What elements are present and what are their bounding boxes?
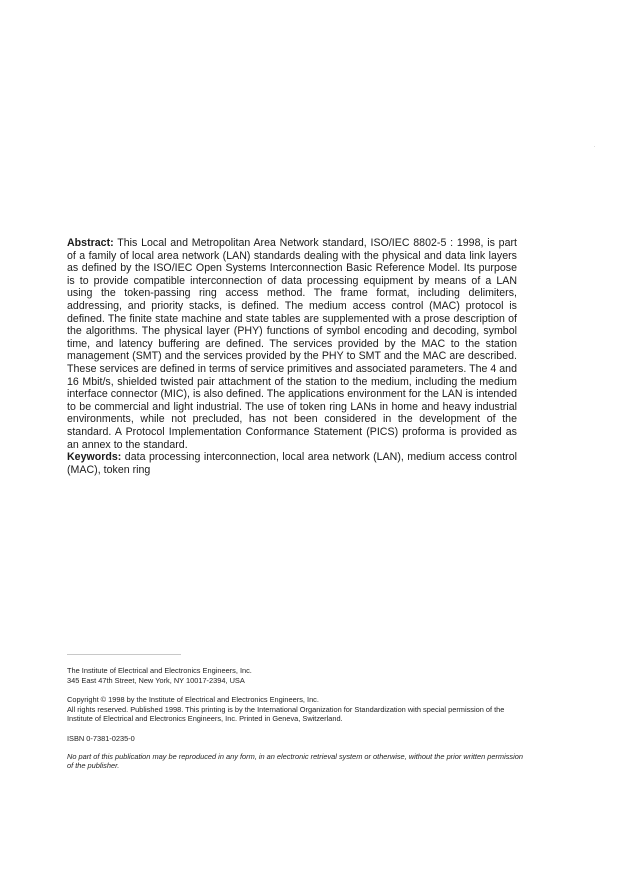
copyright-line: Copyright © 1998 by the Institute of Electrical and Electronics Engineers, Inc. [67, 695, 319, 705]
publisher-name: The Institute of Electrical and Electronics Engineers, Inc. [67, 666, 252, 675]
abstract-label: Abstract: [67, 237, 114, 249]
footer-divider [67, 654, 181, 655]
keywords-text: data processing interconnection, local area network (LAN), medium access control (MAC), token ring [67, 451, 517, 476]
scan-artifact [594, 146, 595, 147]
reproduction-notice: No part of this publication may be reproduced in any form, in an electronic retrieval system or otherwise, without the prior written permission of the publisher. [67, 751, 523, 771]
keywords-paragraph [67, 451, 517, 476]
abstract-paragraph [67, 237, 517, 451]
abstract-text: This Local and Metropolitan Area Network standard, ISO/IEC 8802-5 : 1998, is part of a family of local area network (LAN) standards dealing with the physical and data link layers as defined by the ISO/IEC Open Systems Interconnection Basic Reference Model. Its purpose is to provide compatible interconnection of data processing equipment by means of a LAN using the token-passing ring access method. The frame format, including delimiters, addressing, and priority stacks, is defined. The medium access control (MAC) protocol is defined. The finite state machine and state tables are supplemented with a prose description of the algorithms. The physical layer (PHY) functions of symbol encoding and decoding, symbol time, and latency buffering are defined. The services provided by the MAC to the station management (SMT) and the services provided by the PHY to SMT and the MAC are described. These services are defined in terms of service primitives and associated parameters. The 4 and 16 Mbit/s, shielded twisted pair attachment of the station to the medium, including the medium interface connector (MIC), is also defined. The applications environment for the LAN is intended to be commercial and light industrial. The use of token ring LANs in home and heavy industrial environments, while not precluded, has not been considered in the development of the standard. A Protocol Implementation Conformance Statement (PICS) proforma is provided as an annex to the standard. [67, 237, 517, 451]
publisher-address: 345 East 47th Street, New York, NY 10017-2394, USA [67, 675, 245, 685]
isbn: ISBN 0-7381-0235-0 [67, 733, 135, 743]
abstract-section [67, 237, 517, 476]
rights-statement: All rights reserved. Published 1998. This printing is by the International Organization for Standardization with special permission of the Institute of Electrical and Electronics Engineers, Inc. Printed in Geneva, Switzerland. [67, 704, 505, 724]
publisher-section [67, 666, 527, 771]
keywords-label: Keywords: [67, 451, 122, 464]
